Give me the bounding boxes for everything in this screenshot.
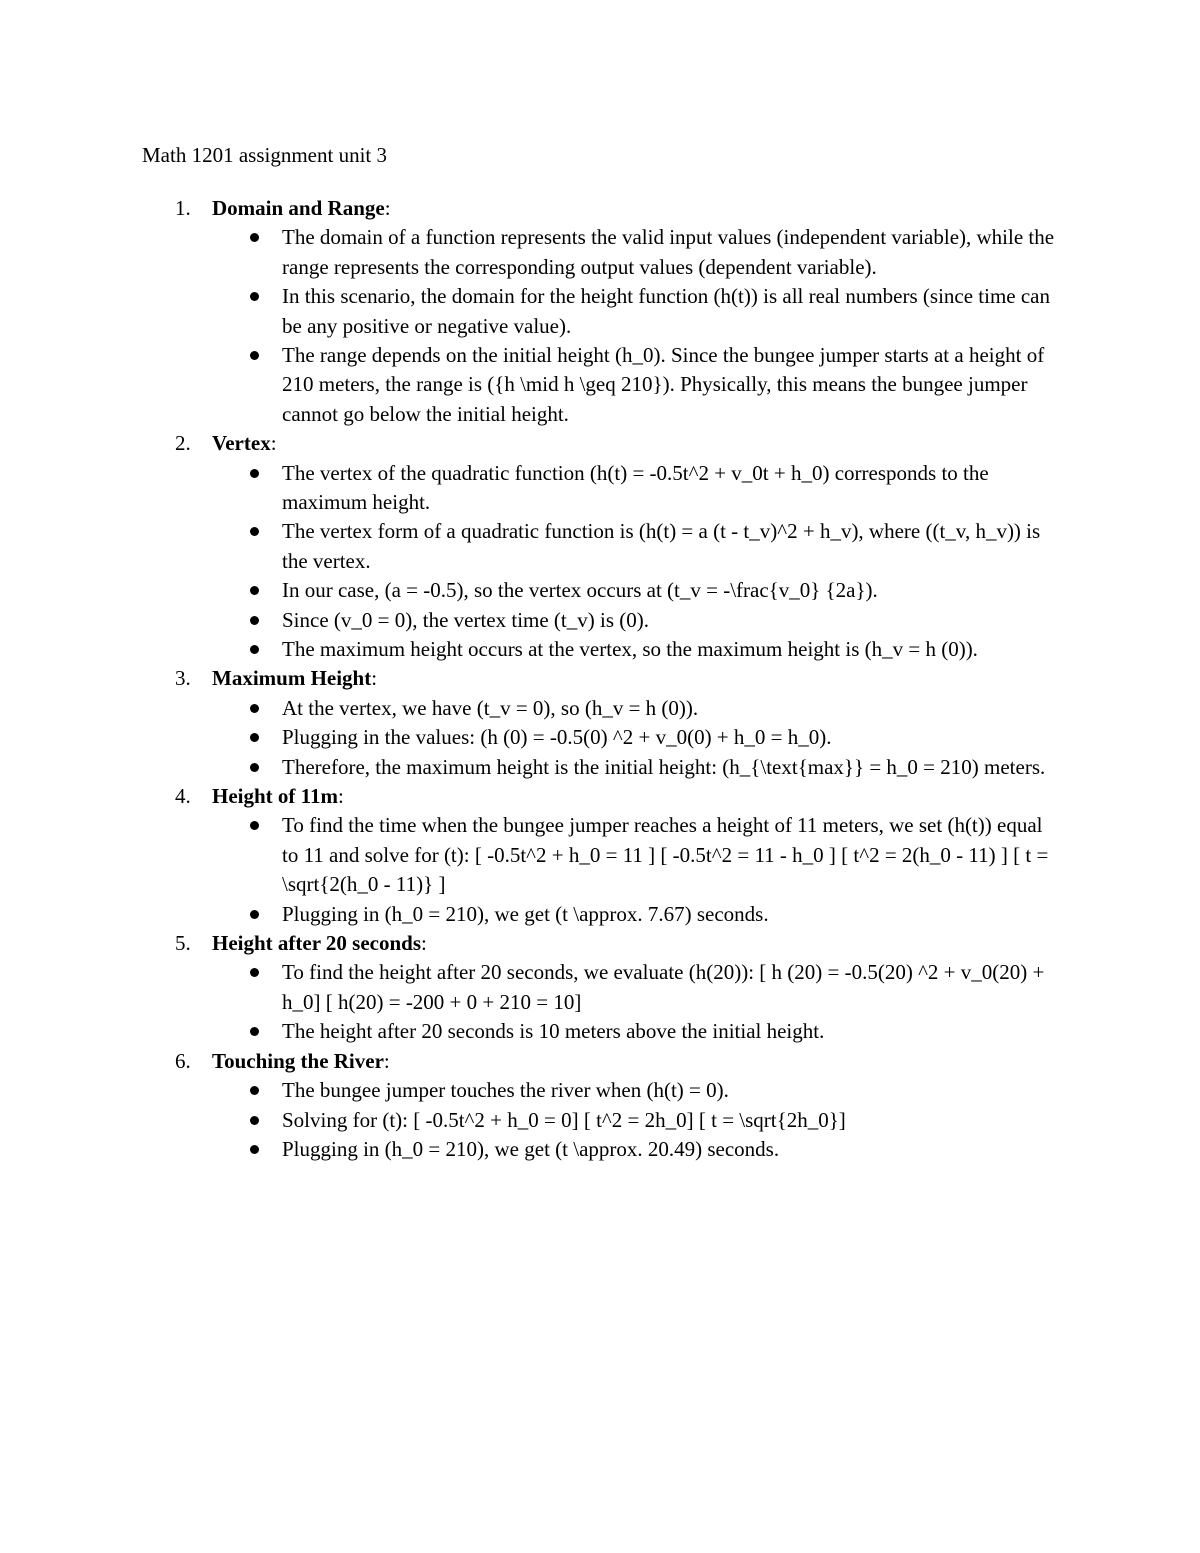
section-item <box>0 1047 1200 1165</box>
section-title-text: Vertex <box>212 431 271 456</box>
section-title-colon: : <box>338 784 344 809</box>
section-title-colon: : <box>421 931 427 956</box>
section-number: 6. <box>175 1048 191 1073</box>
bullet-dot-icon <box>250 351 259 360</box>
section-title-colon: : <box>371 666 378 691</box>
bullet-text: The vertex of the quadratic function (h(t) = -0.5t^2 + v_0t + h_0) corresponds to the maximum height. <box>282 460 989 515</box>
bullet-item <box>0 1017 1064 1046</box>
bullet-text: In this scenario, the domain for the height function (h(t)) is all real numbers (since time can be any positive or negative value). <box>282 284 1051 338</box>
bullet-text: Plugging in the values: (h (0) = -0.5(0) ^2 + v_0(0) + h_0 = h_0). <box>282 725 832 750</box>
bullet-dot-icon <box>250 616 259 625</box>
section-item <box>0 429 1200 664</box>
section-item <box>0 194 1200 429</box>
bullet-text: Plugging in (h_0 = 210), we get (t \approx. 7.67) seconds. <box>282 901 769 926</box>
section-item <box>0 664 1200 782</box>
bullet-text: The bungee jumper touches the river when (h(t) = 0). <box>282 1078 729 1103</box>
bullet-dot-icon <box>250 704 259 713</box>
bullet-item <box>0 1106 1064 1135</box>
bullet-text: The maximum height occurs at the vertex, so the maximum height is (h_v = h (0)). <box>282 637 978 662</box>
section-item <box>0 782 1200 929</box>
bullet-item <box>0 900 1064 929</box>
bullet-dot-icon <box>250 1145 259 1154</box>
bullet-text: The domain of a function represents the valid input values (independent variable), while the range represents the corresponding output values (dependent variable). <box>282 225 1055 279</box>
bullet-item <box>0 576 1064 605</box>
section-number: 2. <box>175 431 191 456</box>
section-title-text: Maximum Height <box>212 666 372 691</box>
bullet-text: The vertex form of a quadratic function is (h(t) = a (t - t_v)^2 + h_v), where ((t_v, h_v)) is the vertex. <box>282 519 1041 573</box>
section-title <box>212 782 344 811</box>
bullet-item <box>0 723 1064 752</box>
bullet-text: Since (v_0 = 0), the vertex time (t_v) is (0). <box>282 607 649 632</box>
bullet-list <box>0 811 1200 929</box>
section-title <box>212 194 391 223</box>
bullet-dot-icon <box>250 1086 259 1095</box>
section-heading <box>0 429 1200 458</box>
bullet-dot-icon <box>250 292 259 301</box>
bullet-item <box>0 223 1064 282</box>
section-title <box>212 429 277 458</box>
bullet-dot-icon <box>250 821 259 830</box>
bullet-item <box>0 459 1064 518</box>
bullet-list <box>0 223 1200 429</box>
section-title-text: Height after 20 seconds <box>212 931 422 956</box>
bullet-item <box>0 341 1064 429</box>
bullet-item <box>0 958 1064 1017</box>
section-title-text: Height of 11m <box>212 784 338 809</box>
section-number: 3. <box>175 666 191 691</box>
section-number: 1. <box>175 196 191 220</box>
bullet-text: To find the height after 20 seconds, we evaluate (h(20)): [ h (20) = -0.5(20) ^2 + v_0(20) + h_0] [ h(20) = -200 + 0 + 210 = 10] <box>282 960 1045 1014</box>
bullet-text: At the vertex, we have (t_v = 0), so (h_v = h (0)). <box>282 695 699 720</box>
bullet-text: Solving for (t): [ -0.5t^2 + h_0 = 0] [ t^2 = 2h_0] [ t = \sqrt{2h_0}] <box>282 1107 846 1132</box>
section-item <box>0 929 1200 1047</box>
bullet-item <box>0 753 1064 782</box>
section-heading <box>0 782 1200 811</box>
bullet-dot-icon <box>250 469 259 478</box>
bullet-item <box>0 635 1064 664</box>
bullet-list <box>0 694 1200 782</box>
bullet-item <box>0 1135 1064 1164</box>
bullet-dot-icon <box>250 586 259 595</box>
section-number: 5. <box>175 931 191 956</box>
section-number: 4. <box>175 784 191 809</box>
bullet-item <box>0 811 1064 899</box>
bullet-dot-icon <box>250 645 259 654</box>
section-title-colon: : <box>270 431 277 456</box>
section-title-colon: : <box>384 196 391 220</box>
section-title <box>212 664 377 693</box>
section-heading <box>0 929 1200 958</box>
sections-list <box>0 194 1200 1164</box>
bullet-dot-icon <box>250 1116 259 1125</box>
bullet-list <box>0 958 1200 1046</box>
bullet-text: Therefore, the maximum height is the initial height: (h_{\text{max}} = h_0 = 210) meters. <box>282 754 1046 779</box>
bullet-dot-icon <box>250 733 259 742</box>
section-title-colon: : <box>383 1048 390 1073</box>
section-title <box>212 1047 390 1076</box>
bullet-item <box>0 282 1064 341</box>
section-title-text: Domain and Range <box>212 196 385 220</box>
bullet-text: The height after 20 seconds is 10 meters above the initial height. <box>282 1019 825 1044</box>
bullet-item <box>0 517 1064 576</box>
bullet-list <box>0 459 1200 665</box>
section-title-text: Touching the River <box>212 1048 384 1073</box>
bullet-dot-icon <box>250 1027 259 1036</box>
bullet-item <box>0 606 1064 635</box>
section-title <box>212 929 427 958</box>
bullet-dot-icon <box>250 233 259 242</box>
bullet-text: In our case, (a = -0.5), so the vertex occurs at (t_v = -\frac{v_0} {2a}). <box>282 578 878 603</box>
bullet-text: To find the time when the bungee jumper reaches a height of 11 meters, we set (h(t)) equal to 11 and solve for (t): [ -0.5t^2 + h_0 = 11 ] [ -0.5t^2 = 11 - h_0 ] [ t^2 = 2(h_0 - 11) ] [ t = \sqrt{2(h_0 - 11)} ] <box>282 813 1049 897</box>
section-heading <box>0 664 1200 693</box>
bullet-list <box>0 1076 1200 1164</box>
bullet-dot-icon <box>250 968 259 977</box>
bullet-item <box>0 1076 1064 1105</box>
section-heading <box>0 1047 1200 1076</box>
document-title: Math 1201 assignment unit 3 <box>142 143 387 167</box>
bullet-text: Plugging in (h_0 = 210), we get (t \approx. 20.49) seconds. <box>282 1136 780 1161</box>
bullet-dot-icon <box>250 763 259 772</box>
bullet-dot-icon <box>250 527 259 536</box>
bullet-dot-icon <box>250 910 259 919</box>
section-heading <box>0 194 1200 223</box>
bullet-item <box>0 694 1064 723</box>
bullet-text: The range depends on the initial height (h_0). Since the bungee jumper starts at a height of 210 meters, the range is ({h \mid h \geq 210}). Physically, this means the bungee jumper cannot go below the initial height. <box>282 343 1045 426</box>
